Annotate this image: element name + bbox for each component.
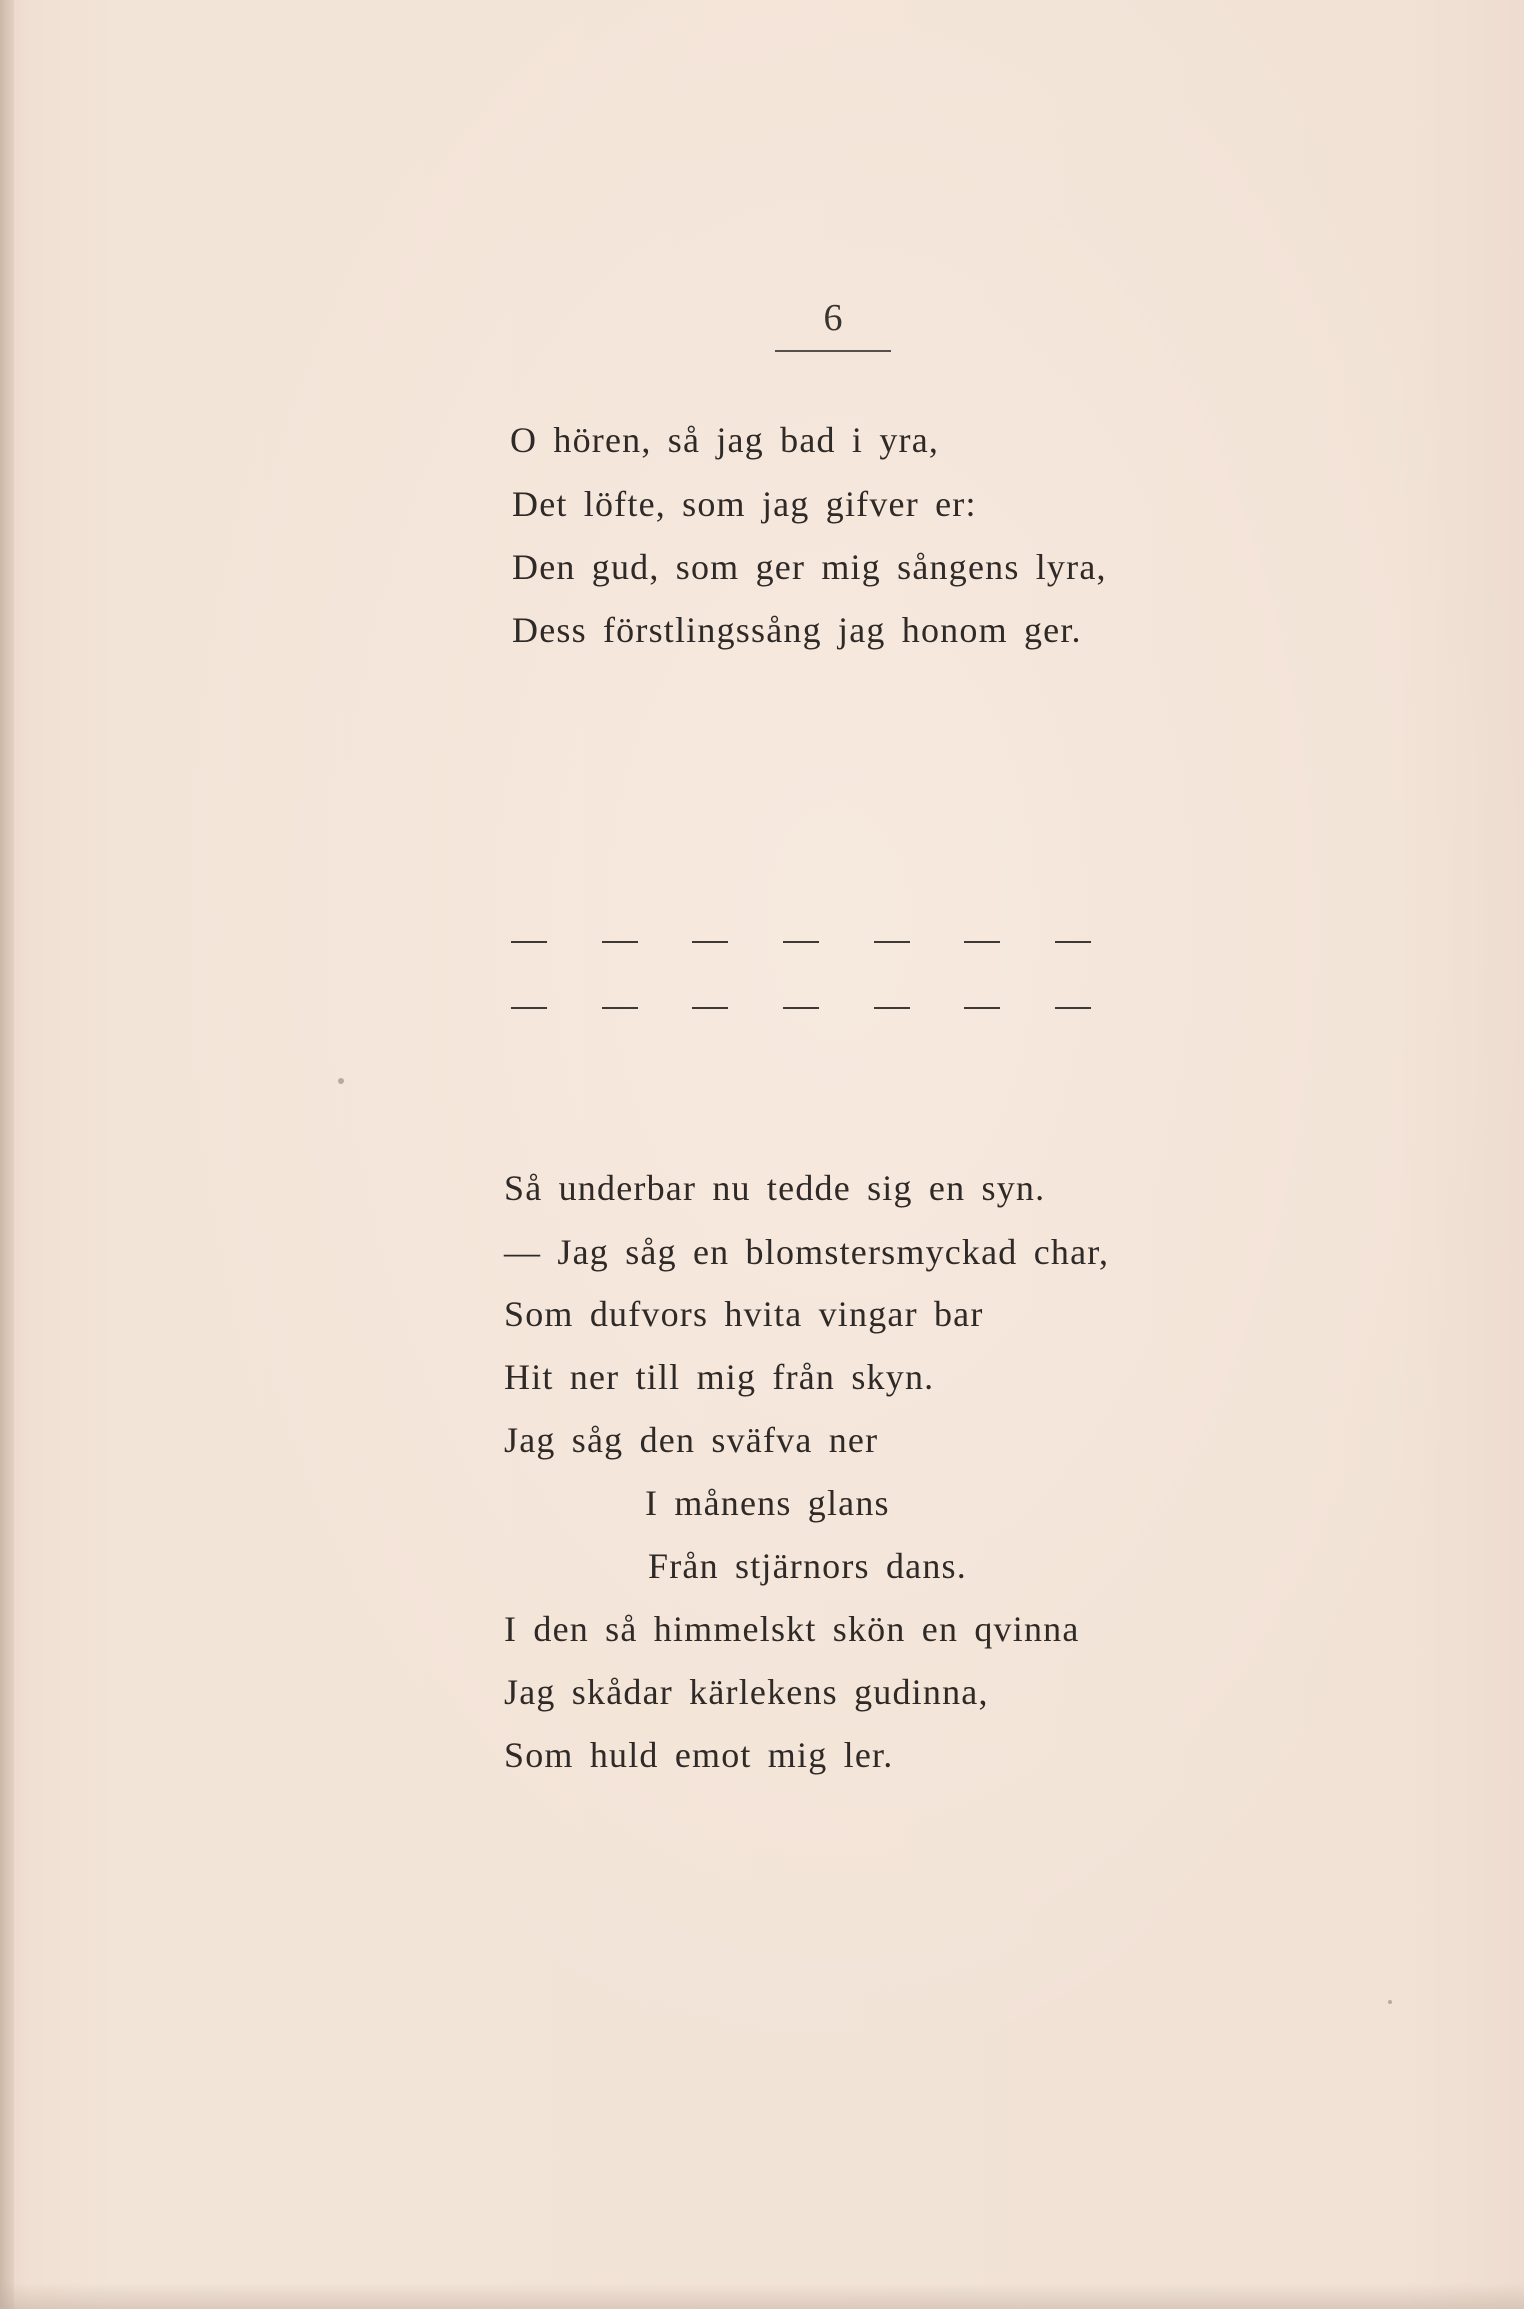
paper-speck bbox=[1388, 2000, 1392, 2004]
verse-line: Den gud, som ger mig sångens lyra, bbox=[512, 547, 1107, 587]
verse-line: — Jag såg en blomstersmyckad char, bbox=[504, 1232, 1110, 1272]
verse-line: I månens glans bbox=[645, 1483, 890, 1523]
separator-dash bbox=[692, 1007, 728, 1009]
page-number: 6 bbox=[823, 297, 843, 339]
separator-dash bbox=[511, 941, 547, 943]
separator-dash bbox=[874, 941, 910, 943]
separator-dash bbox=[1055, 941, 1091, 943]
page-binding-edge bbox=[0, 0, 14, 2309]
page-number-rule bbox=[775, 350, 891, 352]
verse-line: I den så himmelskt skön en qvinna bbox=[504, 1609, 1080, 1649]
page-bottom-edge bbox=[0, 2283, 1524, 2309]
separator-row-2 bbox=[511, 1007, 1091, 1009]
separator-row-1 bbox=[511, 941, 1091, 943]
paper-speck bbox=[338, 1078, 344, 1084]
separator-dash bbox=[602, 1007, 638, 1009]
verse-line: Så underbar nu tedde sig en syn. bbox=[504, 1168, 1046, 1208]
verse-line: Jag skådar kärlekens gudinna, bbox=[504, 1672, 989, 1712]
separator-dash bbox=[783, 1007, 819, 1009]
separator-dash bbox=[964, 941, 1000, 943]
separator-dash bbox=[602, 941, 638, 943]
separator-dash bbox=[1055, 1007, 1091, 1009]
separator-dash bbox=[783, 941, 819, 943]
verse-line: O hören, så jag bad i yra, bbox=[510, 420, 940, 460]
verse-line: Jag såg den sväfva ner bbox=[504, 1420, 879, 1460]
separator-dash bbox=[874, 1007, 910, 1009]
verse-line: Som dufvors hvita vingar bar bbox=[504, 1294, 984, 1334]
verse-line: Hit ner till mig från skyn. bbox=[504, 1357, 935, 1397]
verse-line: Dess förstlingssång jag honom ger. bbox=[512, 610, 1082, 650]
separator-dash bbox=[964, 1007, 1000, 1009]
verse-line: Som huld emot mig ler. bbox=[504, 1735, 894, 1775]
separator-dash bbox=[511, 1007, 547, 1009]
verse-line: Det löfte, som jag gifver er: bbox=[512, 484, 977, 524]
separator-dash bbox=[692, 941, 728, 943]
verse-line: Från stjärnors dans. bbox=[648, 1546, 967, 1586]
